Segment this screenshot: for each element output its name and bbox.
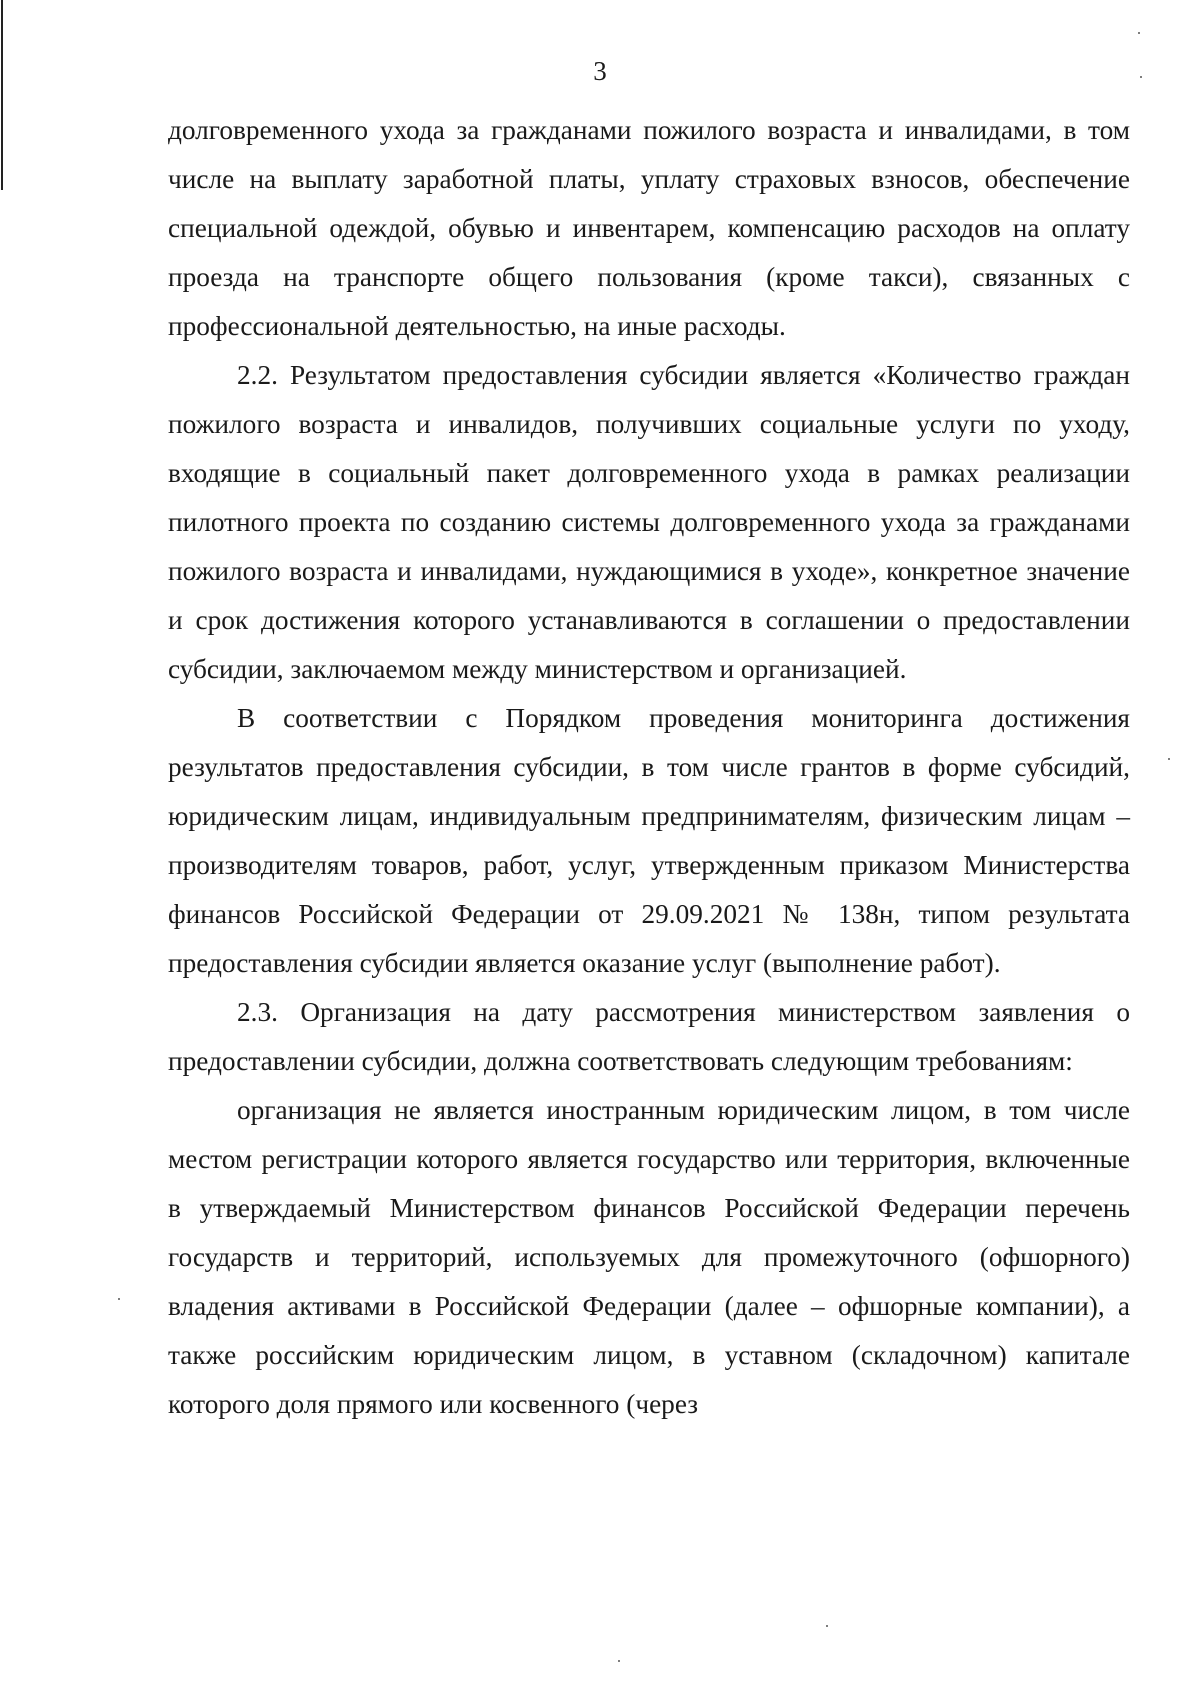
scan-speck (618, 1660, 620, 1662)
scan-speck (118, 1298, 120, 1300)
document-body (168, 106, 1130, 1429)
scan-speck (1138, 32, 1140, 34)
paragraph-monitoring: В соответствии с Порядком проведения мониторинга достижения результатов предоставления субсидии, в том числе грантов в форме субсидий, юридическим лицам, индивидуальным предпринимателям, физическим лицам – производителям товаров, работ, услуг, утвержденным приказом Министерства финансов Российской Федерации от 29.09.2021 № 138н, типом результата предоставления субсидии является оказание услуг (выполнение работ). (168, 703, 1130, 978)
paragraph-2-2: 2.2. Результатом предоставления субсидии является «Количество граждан пожилого возраста и инвалидов, получивших социальные услуги по уходу, входящие в социальный пакет долговременного ухода в рамках реализации пилотного проекта по созданию системы долговременного ухода за гражданами пожилого возраста и инвалидами, нуждающимися в уходе», конкретное значение и срок достижения которого устанавливаются в соглашении о предоставлении субсидии, заключаемом между министерством и организацией. (168, 360, 1130, 684)
scan-edge-line (1, 0, 3, 190)
paragraph-2-3: 2.3. Организация на дату рассмотрения министерством заявления о предоставлении субсидии, должна соответствовать следующим требованиям: (168, 997, 1130, 1076)
scan-speck (1140, 76, 1142, 78)
page-number: 3 (593, 56, 607, 86)
scan-speck (1168, 758, 1170, 760)
paragraph-requirement: организация не является иностранным юридическим лицом, в том числе местом регистрации которого является государство или территория, включенные в утверждаемый Министерством финансов Российской Федерации перечень государств и территорий, используемых для промежуточного (офшорного) владения активами в Российской Федерации (далее – офшорные компании), а также российским юридическим лицом, в уставном (складочном) капитале которого доля прямого или косвенного (через (168, 1095, 1130, 1419)
scan-speck (826, 1625, 828, 1627)
paragraph-1: долговременного ухода за гражданами пожилого возраста и инвалидами, в том числе на выплату заработной платы, уплату страховых взносов, обеспечение специальной одеждой, обувью и инвентарем, компенсацию расходов на оплату проезда на транспорте общего пользования (кроме такси), связанных с профессиональной деятельностью, на иные расходы. (168, 115, 1130, 341)
